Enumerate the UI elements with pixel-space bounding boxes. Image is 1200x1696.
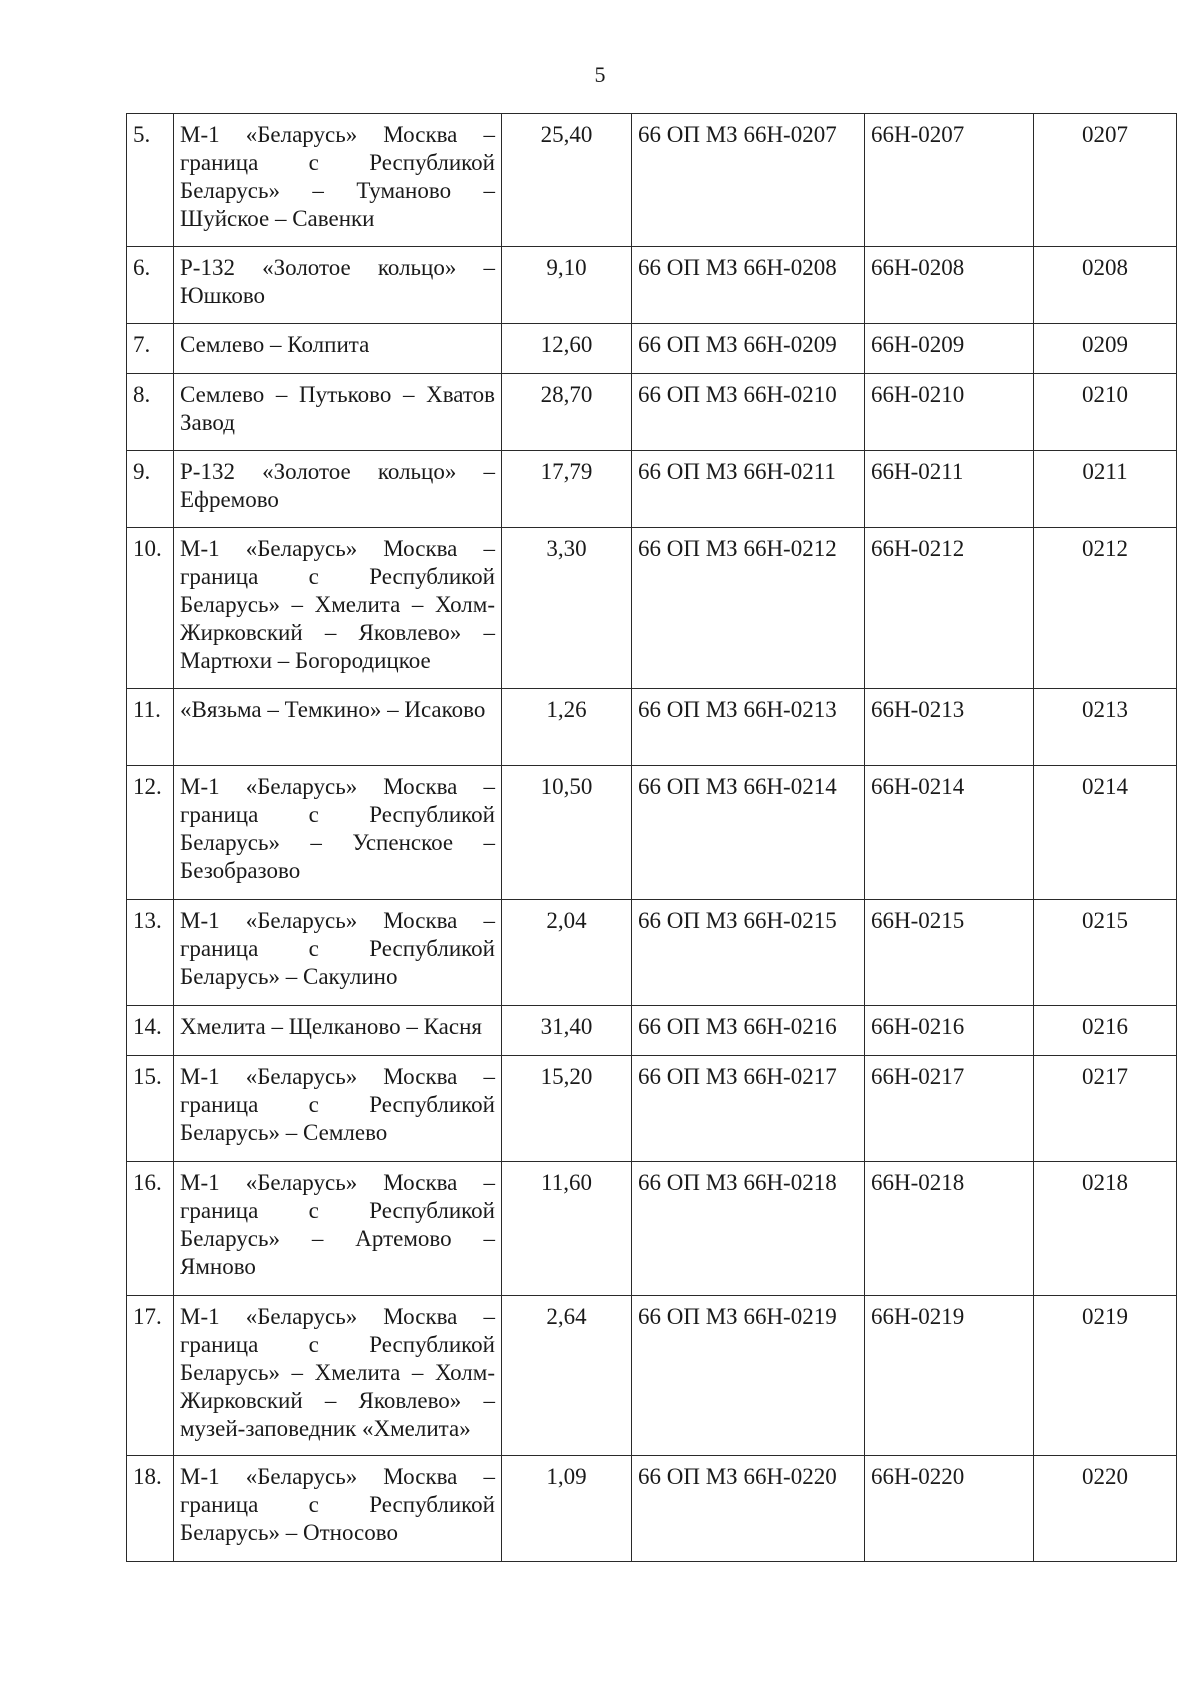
- road-short-code: 0209: [1034, 324, 1177, 374]
- road-name: М-1 «Беларусь» Москва – граница с Республикой Беларусь» – Хмелита – Холм-Жирковский – Яковлево» – Мартюхи – Богородицкое: [174, 528, 502, 689]
- road-name: «Вязьма – Темкино» – Исаково: [174, 689, 502, 766]
- road-name: Хмелита – Щелканово – Касня: [174, 1006, 502, 1056]
- road-id: 66 ОП МЗ 66Н-0213: [632, 689, 865, 766]
- road-short-code: 0216: [1034, 1006, 1177, 1056]
- road-code: 66Н-0220: [865, 1456, 1034, 1562]
- road-name: М-1 «Беларусь» Москва – граница с Республикой Беларусь» – Хмелита – Холм-Жирковский – Яковлево» – музей-заповедник «Хмелита»: [174, 1296, 502, 1456]
- road-length: 31,40: [502, 1006, 632, 1056]
- table-row: [127, 900, 1177, 1006]
- road-code: 66Н-0208: [865, 247, 1034, 324]
- road-id: 66 ОП МЗ 66Н-0214: [632, 766, 865, 900]
- road-name: М-1 «Беларусь» Москва – граница с Республикой Беларусь» – Семлево: [174, 1056, 502, 1162]
- road-code: 66Н-0218: [865, 1162, 1034, 1296]
- table-row: [127, 374, 1177, 451]
- road-id: 66 ОП МЗ 66Н-0217: [632, 1056, 865, 1162]
- road-length: 25,40: [502, 114, 632, 247]
- row-number: 10.: [127, 528, 174, 689]
- table-row: [127, 528, 1177, 689]
- row-number: 14.: [127, 1006, 174, 1056]
- road-name: Семлево – Путьково – Хватов Завод: [174, 374, 502, 451]
- table-row: [127, 1456, 1177, 1562]
- road-length: 9,10: [502, 247, 632, 324]
- road-length: 17,79: [502, 451, 632, 528]
- road-short-code: 0219: [1034, 1296, 1177, 1456]
- road-short-code: 0207: [1034, 114, 1177, 247]
- row-number: 7.: [127, 324, 174, 374]
- row-number: 11.: [127, 689, 174, 766]
- row-number: 8.: [127, 374, 174, 451]
- road-name: Р-132 «Золотое кольцо» – Ефремово: [174, 451, 502, 528]
- road-id: 66 ОП МЗ 66Н-0216: [632, 1006, 865, 1056]
- road-short-code: 0218: [1034, 1162, 1177, 1296]
- road-length: 3,30: [502, 528, 632, 689]
- road-code: 66Н-0217: [865, 1056, 1034, 1162]
- road-name: М-1 «Беларусь» Москва – граница с Республикой Беларусь» – Успенское – Безобразово: [174, 766, 502, 900]
- row-number: 9.: [127, 451, 174, 528]
- road-short-code: 0214: [1034, 766, 1177, 900]
- road-short-code: 0210: [1034, 374, 1177, 451]
- table-row: [127, 1006, 1177, 1056]
- road-name: М-1 «Беларусь» Москва – граница с Республикой Беларусь» – Относово: [174, 1456, 502, 1562]
- table-row: [127, 766, 1177, 900]
- road-id: 66 ОП МЗ 66Н-0220: [632, 1456, 865, 1562]
- road-length: 10,50: [502, 766, 632, 900]
- page-number: 5: [594, 62, 606, 87]
- road-length: 1,09: [502, 1456, 632, 1562]
- road-short-code: 0213: [1034, 689, 1177, 766]
- road-length: 12,60: [502, 324, 632, 374]
- road-id: 66 ОП МЗ 66Н-0218: [632, 1162, 865, 1296]
- road-id: 66 ОП МЗ 66Н-0212: [632, 528, 865, 689]
- road-name: Семлево – Колпита: [174, 324, 502, 374]
- table-row: [127, 324, 1177, 374]
- road-name: М-1 «Беларусь» Москва – граница с Республикой Беларусь» – Сакулино: [174, 900, 502, 1006]
- road-short-code: 0212: [1034, 528, 1177, 689]
- road-code: 66Н-0209: [865, 324, 1034, 374]
- road-length: 1,26: [502, 689, 632, 766]
- road-short-code: 0208: [1034, 247, 1177, 324]
- road-short-code: 0211: [1034, 451, 1177, 528]
- road-code: 66Н-0216: [865, 1006, 1034, 1056]
- road-name: М-1 «Беларусь» Москва – граница с Республикой Беларусь» – Туманово – Шуйское – Савенки: [174, 114, 502, 247]
- road-code: 66Н-0214: [865, 766, 1034, 900]
- row-number: 17.: [127, 1296, 174, 1456]
- road-code: 66Н-0212: [865, 528, 1034, 689]
- table-row: [127, 1162, 1177, 1296]
- road-length: 28,70: [502, 374, 632, 451]
- row-number: 6.: [127, 247, 174, 324]
- roads-table: [126, 113, 1177, 1562]
- table-row: [127, 1296, 1177, 1456]
- row-number: 16.: [127, 1162, 174, 1296]
- table-row: [127, 114, 1177, 247]
- road-id: 66 ОП МЗ 66Н-0215: [632, 900, 865, 1006]
- road-code: 66Н-0207: [865, 114, 1034, 247]
- road-length: 2,04: [502, 900, 632, 1006]
- road-code: 66Н-0210: [865, 374, 1034, 451]
- road-code: 66Н-0211: [865, 451, 1034, 528]
- road-code: 66Н-0213: [865, 689, 1034, 766]
- road-name: М-1 «Беларусь» Москва – граница с Республикой Беларусь» – Артемово – Ямново: [174, 1162, 502, 1296]
- row-number: 18.: [127, 1456, 174, 1562]
- row-number: 13.: [127, 900, 174, 1006]
- road-length: 11,60: [502, 1162, 632, 1296]
- road-id: 66 ОП МЗ 66Н-0208: [632, 247, 865, 324]
- row-number: 12.: [127, 766, 174, 900]
- table-row: [127, 247, 1177, 324]
- table-row: [127, 689, 1177, 766]
- road-code: 66Н-0219: [865, 1296, 1034, 1456]
- road-code: 66Н-0215: [865, 900, 1034, 1006]
- row-number: 15.: [127, 1056, 174, 1162]
- table-row: [127, 1056, 1177, 1162]
- road-length: 2,64: [502, 1296, 632, 1456]
- road-id: 66 ОП МЗ 66Н-0219: [632, 1296, 865, 1456]
- road-id: 66 ОП МЗ 66Н-0211: [632, 451, 865, 528]
- table-row: [127, 451, 1177, 528]
- road-short-code: 0217: [1034, 1056, 1177, 1162]
- row-number: 5.: [127, 114, 174, 247]
- road-short-code: 0220: [1034, 1456, 1177, 1562]
- road-id: 66 ОП МЗ 66Н-0210: [632, 374, 865, 451]
- road-name: Р-132 «Золотое кольцо» – Юшково: [174, 247, 502, 324]
- road-id: 66 ОП МЗ 66Н-0209: [632, 324, 865, 374]
- road-length: 15,20: [502, 1056, 632, 1162]
- road-id: 66 ОП МЗ 66Н-0207: [632, 114, 865, 247]
- road-short-code: 0215: [1034, 900, 1177, 1006]
